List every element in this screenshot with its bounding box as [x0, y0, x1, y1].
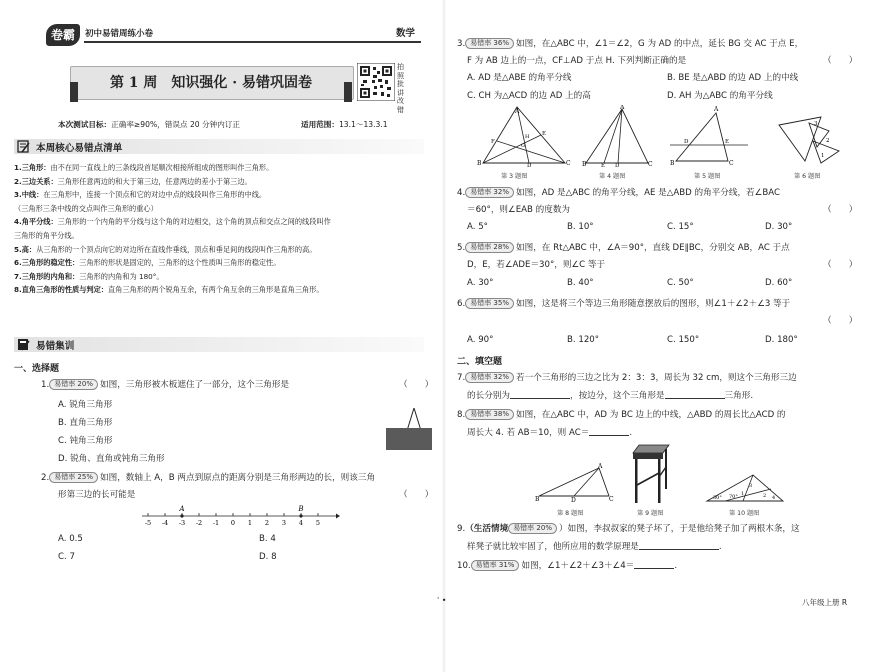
answer-paren: （ ） [823, 316, 858, 326]
figure-q4 [582, 105, 654, 167]
svg-text:3: 3 [814, 121, 818, 127]
svg-text:C: C [648, 161, 653, 167]
svg-text:2: 2 [763, 493, 767, 499]
error-rate-badge: 易错率 20% [508, 523, 557, 534]
error-rate-badge: 易错率 32% [465, 372, 514, 383]
svg-text:A: A [598, 463, 603, 470]
svg-text:H: H [525, 134, 530, 140]
answer-blank[interactable] [665, 398, 725, 399]
option-a: A. 5° [467, 222, 488, 232]
book-icon [17, 338, 30, 351]
qr-code-icon [357, 63, 395, 101]
question-5: 5. 易错率 28% 如图，在 Rt△ABC 中，∠A＝90°，直线 DE∥BC，分别交 AB，AC 于点 [457, 243, 790, 253]
svg-text:G: G [521, 143, 525, 149]
section-bar-practice [14, 337, 424, 352]
question-7: 7. 易错率 32% 若一个三角形的三边之比为 2：3：3，周长为 32 cm，则这个三角形三边 [457, 373, 797, 383]
svg-text:D: D [615, 163, 620, 167]
list-item: 7.三角形的内角和：三角形的内角和为 180°。 [14, 271, 164, 281]
question-2-line2: 形第三边的长可能是 [58, 490, 136, 500]
option-d: D. 60° [765, 278, 793, 288]
tick-label: -5 [144, 519, 152, 527]
answer-paren: （ ） [399, 490, 434, 500]
figure-caption: 第 6 题图 [794, 173, 821, 180]
number-line-figure [140, 504, 340, 534]
svg-text:70°: 70° [729, 494, 738, 500]
svg-text:D: D [527, 163, 532, 167]
brand-logo [46, 24, 80, 46]
list-item: （三角形三条中线的交点叫作三角形的重心） [14, 203, 158, 213]
error-rate-badge: 易错率 38% [465, 409, 514, 420]
answer-paren: （ ） [823, 56, 858, 66]
error-rate-badge: 易错率 31% [471, 560, 520, 571]
option-a: A. 90° [467, 335, 494, 345]
part-heading-fill: 二、填空题 [457, 357, 503, 367]
series-name: 初中易错周练小卷 [85, 29, 154, 39]
figure-caption: 第 8 题图 [557, 510, 584, 517]
tick-label: 2 [264, 519, 270, 527]
option-c: C. CH 为△ACD 的边 AD 上的高 [467, 91, 591, 101]
question-7-line2: 的长分别为 ，按边分，这个三角形是 三角形. [467, 391, 754, 401]
option-a: A. 30° [467, 278, 494, 288]
option-b: B. 10° [567, 222, 594, 232]
answer-blank[interactable] [639, 549, 719, 550]
figure-q6 [777, 105, 857, 167]
section-title-practice: 易错集训 [36, 341, 75, 352]
option-c: C. 钝角三角形 [58, 436, 113, 446]
part-heading-choice: 一、选择题 [14, 364, 60, 374]
list-item: 4.角平分线：三角形的一个内角的平分线与这个角的对边相交，这个角的顶点和交点之间的线段叫作 [14, 217, 331, 227]
option-d: D. 锐角、直角或钝角三角形 [58, 454, 165, 464]
svg-text:2: 2 [826, 138, 830, 144]
question-9: 9.（生活情境 易错率 20% ）如图，李叔叔家的凳子坏了，于是他给凳子加了两根木条，这 [457, 524, 800, 534]
figure-caption: 第 4 题图 [599, 173, 626, 180]
list-item: 2.三边关系：三角形任意两边的和大于第三边，任意两边的差小于第三边。 [14, 176, 252, 186]
point-a-label: A [179, 505, 185, 513]
tick-label: -3 [178, 519, 186, 527]
svg-text:F: F [491, 139, 495, 145]
option-c: C. 7 [58, 552, 75, 562]
brand-logo-text: 卷霸 [50, 28, 75, 42]
figure-caption: 第 9 题图 [637, 510, 664, 517]
svg-text:D: D [571, 497, 576, 502]
list-item: 6.三角形的稳定性：三角形的形状是固定的，三角形的这个性质叫三角形的稳定性。 [14, 258, 281, 268]
right-page [447, 0, 874, 672]
figure-caption: 第 3 题图 [501, 173, 528, 180]
test-range [301, 119, 388, 130]
answer-paren: （ ） [399, 380, 434, 390]
svg-text:D: D [684, 139, 689, 145]
question-8-line2: 周长大 4. 若 AB＝10，则 AC＝ . [467, 428, 633, 438]
error-rate-badge: 易错率 35% [465, 298, 514, 309]
figure-q3 [477, 105, 572, 167]
svg-text:A: A [620, 105, 625, 111]
svg-text:C: C [566, 160, 571, 167]
question-3: 3. 易错率 36% 如图，在△ABC 中，∠1＝∠2，G 为 AD 的中点，延长 BG 交 AC 于点 E， [457, 39, 804, 49]
figure-caption: 第 5 题图 [694, 173, 721, 180]
list-item: 3.中线：在三角形中，连接一个顶点和它的对边中点的线段叫作三角形的中线。 [14, 190, 267, 200]
goal-label: 本次测试目标： [58, 120, 112, 129]
svg-text:B: B [535, 496, 540, 502]
option-b: B. 直角三角形 [58, 418, 113, 428]
svg-text:B: B [670, 160, 675, 167]
question-4-line2: ＝60°，则∠EAB 的度数为 [467, 205, 571, 215]
figure-q10 [705, 473, 787, 505]
goal-text: 正确率≥90%，错误点 20 分钟内订正 [111, 120, 241, 129]
tick-label: -1 [212, 519, 220, 527]
page-fold [442, 0, 446, 672]
option-a: A. AD 是△ABE 的角平分线 [467, 73, 572, 83]
error-rate-badge: 易错率 28% [465, 242, 514, 253]
error-rate-badge: 易错率 25% [49, 472, 98, 483]
option-a: A. 0.5 [58, 534, 83, 544]
point-a [180, 514, 183, 517]
option-b: B. 4 [259, 534, 276, 544]
question-9-line2: 样凳子就比较牢固了，他所应用的数学原理是 . [467, 542, 722, 552]
question-6: 6. 易错率 35% 如图，这是将三个等边三角形随意摆放后的图形，则∠1＋∠2＋∠3 等于 [457, 299, 791, 309]
svg-text:4: 4 [772, 495, 776, 501]
svg-text:1: 1 [821, 153, 825, 159]
tick-label: 0 [230, 519, 236, 527]
test-goal [58, 119, 240, 130]
week-title: 第 1 周 知识强化 · 易错巩固卷 [109, 75, 313, 91]
figure-q5 [668, 105, 750, 167]
page-footer: 八年级上册 R [802, 598, 848, 607]
option-d: D. 180° [765, 335, 798, 345]
option-b: B. 40° [567, 278, 594, 288]
axis-arrow-icon [336, 514, 340, 519]
svg-text:A: A [714, 106, 719, 113]
question-4: 4. 易错率 32% 如图，AD 是△ABC 的角平分线，AE 是△ABD 的角平分线，若∠BAC [457, 188, 780, 198]
question-8: 8. 易错率 38% 如图，在△ABC 中，AD 为 BC 边上的中线，△ABD 的周长比△ACD 的 [457, 410, 786, 420]
svg-text:E: E [542, 131, 547, 137]
range-label: 适用范围： [301, 120, 339, 129]
point-b-label: B [298, 505, 304, 513]
list-item: 1.三角形：由不在同一直线上的三条线段首尾顺次相接所组成的图形叫作三角形。 [14, 163, 274, 172]
option-c: C. 150° [667, 335, 700, 345]
svg-text:E: E [601, 163, 606, 167]
tick-label: -2 [195, 519, 203, 527]
option-d: D. 30° [765, 222, 793, 232]
svg-text:A: A [515, 108, 520, 115]
figure-q8 [535, 462, 615, 502]
figure-caption: 第 10 题图 [729, 510, 760, 517]
question-10: 10. 易错率 31% 如图，∠1＋∠2＋∠3＋∠4＝ . [457, 561, 678, 571]
list-item: 5.高：从三角形的一个顶点向它的对边所在直线作垂线，顶点和垂足间的线段叫作三角形的高。 [14, 244, 317, 254]
option-d: D. AH 为△ABC 的角平分线 [667, 91, 773, 101]
error-rate-badge: 易错率 32% [465, 187, 514, 198]
svg-text:C: C [729, 160, 734, 167]
pencil-note-icon [17, 140, 30, 153]
question-5-line2: D，E，若∠ADE＝30°，则∠C 等于 [467, 260, 606, 270]
answer-blank[interactable] [589, 435, 629, 436]
figure-q9-stool [625, 443, 675, 505]
error-rate-badge: 易错率 20% [49, 379, 98, 390]
subject-label: 数学 [396, 28, 416, 39]
question-3-line2: F 为 AB 边上的一点，CF⊥AD 于点 H. 下列判断正确的是 [467, 56, 687, 66]
tick-label: 3 [281, 519, 287, 527]
tick-label: 1 [247, 519, 253, 527]
list-item: 8.直角三角形的性质与判定：直角三角形的两个锐角互余，有两个角互余的三角形是直角三角形。 [14, 285, 324, 295]
list-item: 三角形的角平分线。 [14, 230, 79, 240]
option-c: C. 50° [667, 278, 694, 288]
points-list [14, 161, 438, 297]
svg-text:3: 3 [749, 483, 753, 489]
answer-blank[interactable] [510, 398, 570, 399]
header-rule [84, 41, 421, 43]
answer-paren: （ ） [823, 205, 858, 215]
svg-text:C: C [609, 496, 614, 502]
tick-label: 4 [298, 519, 304, 527]
option-c: C. 15° [667, 222, 694, 232]
range-value: 13.1～13.3.1 [338, 120, 388, 129]
point-b [299, 514, 302, 517]
question-1: 1. 易错率 20% 如图，三角形被木板遮住了一部分，这个三角形是 [41, 380, 290, 390]
answer-blank[interactable] [634, 568, 674, 569]
answer-paren: （ ） [823, 260, 858, 270]
question-2: 2. 易错率 25% 如图，数轴上 A，B 两点到原点的距离分别是三角形两边的长，则该三角 [41, 473, 376, 483]
page-dot: ˈ • [437, 596, 447, 605]
svg-text:1: 1 [741, 491, 745, 497]
svg-text:B: B [477, 160, 482, 167]
qr-note: 拍照批讲改错 [397, 63, 404, 114]
svg-text:B: B [582, 161, 587, 167]
tick-label: -4 [161, 519, 169, 527]
option-a: A. 锐角三角形 [58, 400, 113, 410]
option-b: B. 120° [567, 335, 600, 345]
section-title-points: 本周核心易错点清单 [36, 143, 123, 154]
board-triangle-figure [384, 406, 434, 452]
svg-text:30°: 30° [713, 495, 722, 501]
option-b: B. BE 是△ABD 的边 AD 上的中线 [667, 73, 799, 83]
svg-text:E: E [725, 139, 730, 145]
error-rate-badge: 易错率 36% [465, 38, 514, 49]
option-d: D. 8 [259, 552, 277, 562]
tick-label: 5 [315, 519, 321, 527]
